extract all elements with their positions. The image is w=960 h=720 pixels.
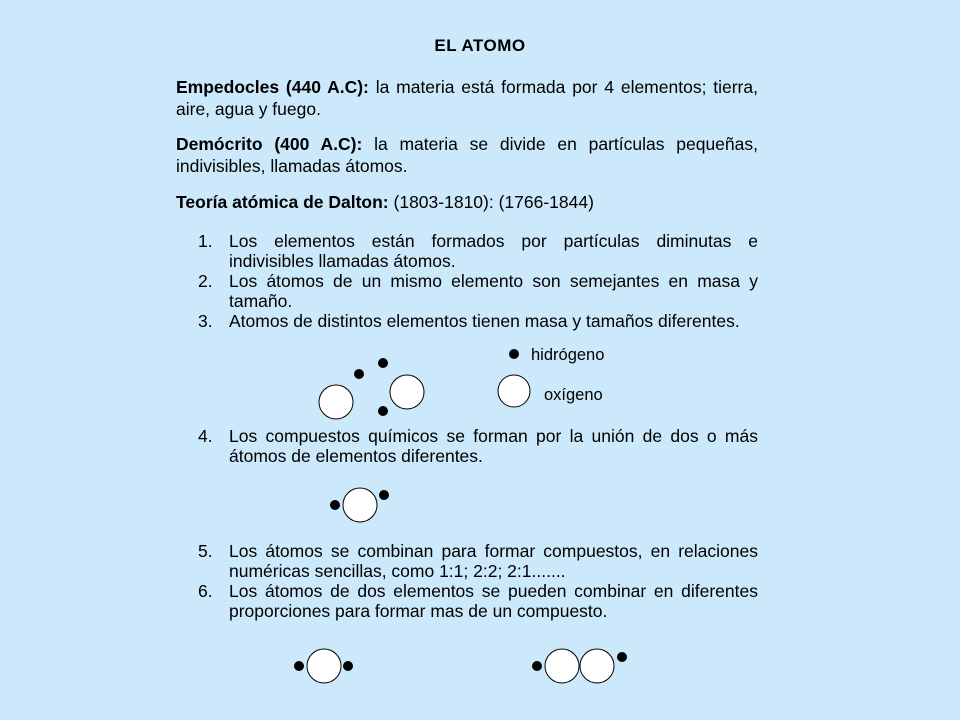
oxygen-label: oxígeno bbox=[544, 386, 603, 404]
democrito-heading: Demócrito (400 A.C): bbox=[176, 134, 363, 154]
hydrogen-atom-icon bbox=[378, 358, 388, 368]
oxygen-atom-icon bbox=[545, 649, 579, 683]
oxygen-atom-icon bbox=[319, 385, 353, 419]
oxygen-atom-icon bbox=[390, 375, 424, 409]
postulate-text: Los átomos se combinan para formar compuestos, en relaciones numéricas sencillas, como 1:1; 2:2; 2:1....... bbox=[229, 541, 758, 581]
democrito-text: la materia se divide en partículas pequeñas, indivisibles, llamadas átomos. bbox=[176, 134, 758, 176]
postulate-number: 2. bbox=[198, 271, 213, 291]
postulate-text: Los átomos de dos elementos se pueden combinar en diferentes proporciones para formar mas de un compuesto. bbox=[229, 581, 758, 621]
page-title: EL ATOMO bbox=[434, 36, 526, 55]
hydrogen-label: hidrógeno bbox=[531, 346, 605, 364]
postulate-text: Los átomos de un mismo elemento son semejantes en masa y tamaño. bbox=[229, 271, 758, 311]
postulate-text: Atomos de distintos elementos tienen masa y tamaños diferentes. bbox=[229, 311, 740, 331]
hydrogen-atom-icon bbox=[532, 661, 542, 671]
hydrogen-atom-icon bbox=[379, 490, 389, 500]
hydrogen-atom-icon bbox=[343, 661, 353, 671]
hydrogen-atom-icon bbox=[509, 349, 519, 359]
postulate-number: 1. bbox=[198, 231, 213, 251]
oxygen-atom-icon bbox=[343, 488, 377, 522]
postulate-number: 4. bbox=[198, 426, 213, 446]
oxygen-atom-icon bbox=[307, 649, 341, 683]
hydrogen-atom-icon bbox=[294, 661, 304, 671]
postulate-text: Los compuestos químicos se forman por la unión de dos o más átomos de elementos diferentes. bbox=[229, 426, 758, 466]
dalton-text: (1803-1810): (1766-1844) bbox=[393, 192, 594, 212]
hydrogen-atom-icon bbox=[617, 652, 627, 662]
empedocles-heading: Empedocles (440 A.C): bbox=[176, 77, 369, 97]
dalton-heading: Teoría atómica de Dalton: bbox=[176, 192, 389, 212]
oxygen-atom-icon bbox=[580, 649, 614, 683]
oxygen-atom-icon bbox=[498, 375, 530, 407]
postulate-number: 6. bbox=[198, 581, 213, 601]
empedocles-text: la materia está formada por 4 elementos; tierra, aire, agua y fuego. bbox=[176, 77, 758, 119]
postulate-text: Los elementos están formados por partículas diminutas e indivisibles llamadas átomos. bbox=[229, 231, 758, 271]
hydrogen-atom-icon bbox=[330, 500, 340, 510]
postulate-number: 3. bbox=[198, 311, 213, 331]
hydrogen-atom-icon bbox=[354, 369, 364, 379]
postulate-number: 5. bbox=[198, 541, 213, 561]
hydrogen-atom-icon bbox=[378, 406, 388, 416]
